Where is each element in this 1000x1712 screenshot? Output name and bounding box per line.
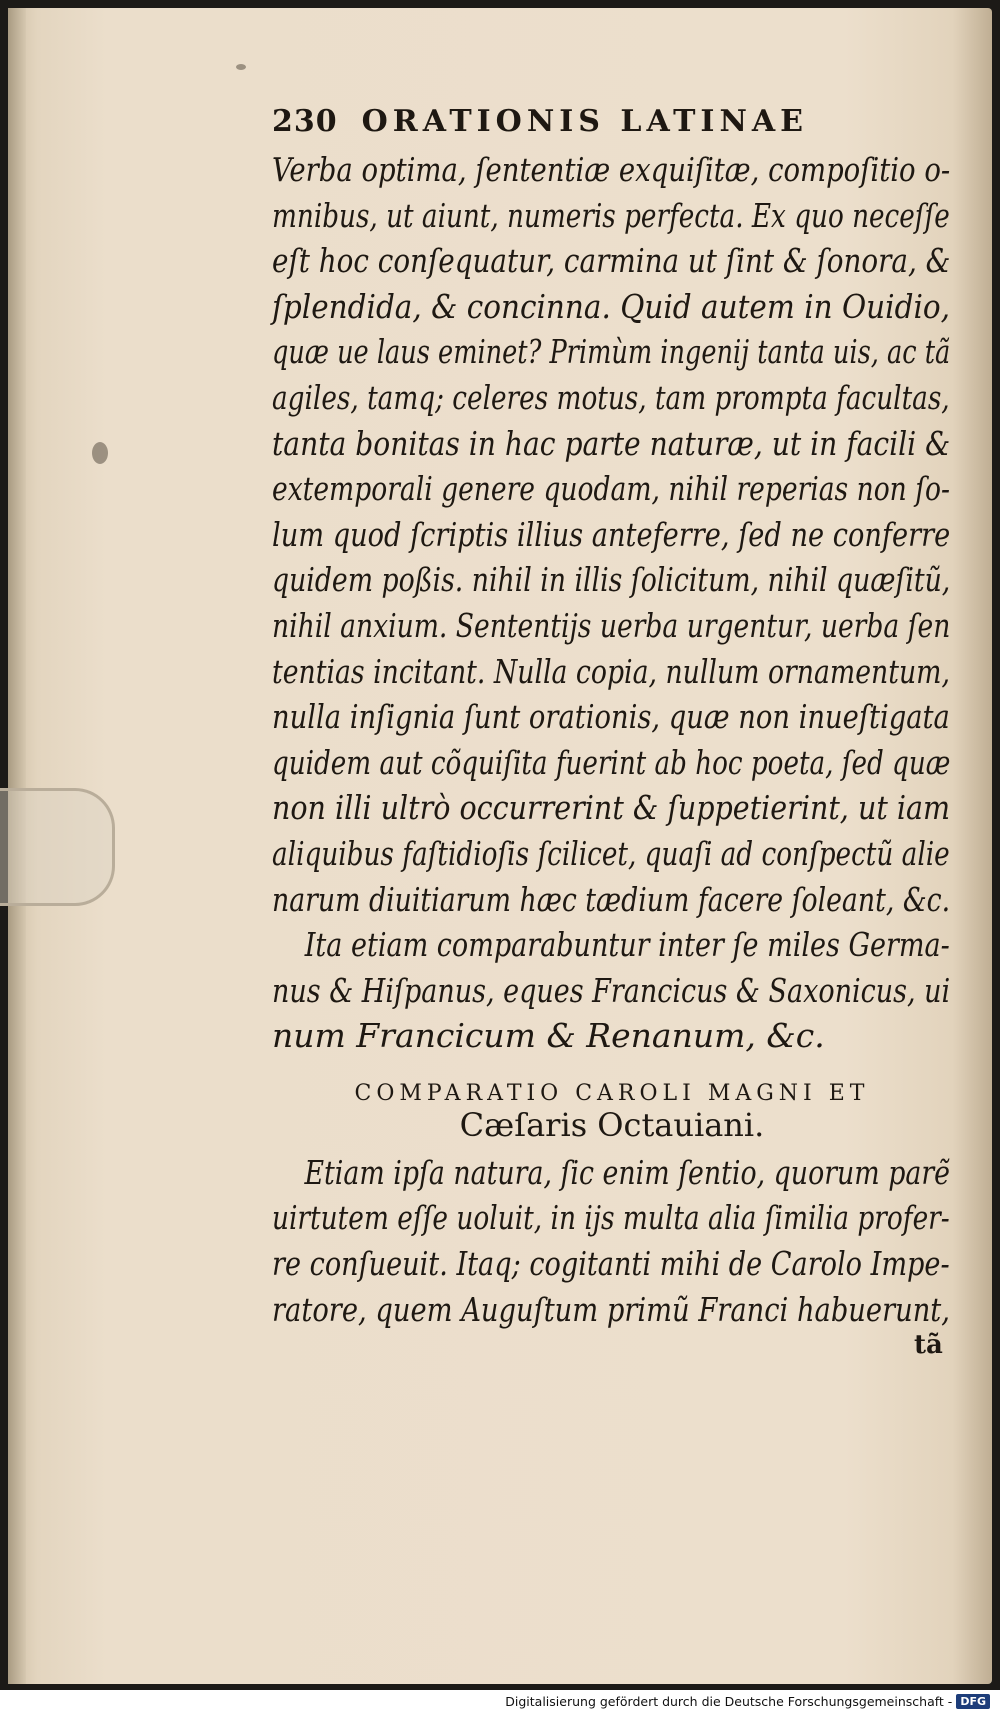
- text-line: mnibus, ut aiunt, numeris perfecta. Ex quo neceſſe: [272, 195, 950, 235]
- text-line: quidem poßis. nihil in illis ſolicitum, nihil quæſitũ,: [272, 560, 951, 600]
- text-line: nihil anxium. Sententijs uerba urgentur, uerba ſen: [272, 605, 951, 645]
- text-line: Etiam ipſa natura, ſic enim ſentio, quorum parẽ: [304, 1152, 950, 1192]
- text-line: num Francicum & Renanum, &c.: [272, 1016, 825, 1056]
- text-line: uirtutem eſſe uoluit, in ijs multa alia ſimilia profer-: [272, 1198, 950, 1238]
- text-line: narum diuitiarum hæc tædium facere ſoleant, &c.: [272, 879, 951, 919]
- text-line: tentias incitant. Nulla copia, nullum ornamentum,: [272, 651, 950, 691]
- text-line: tanta bonitas in hac parte naturæ, ut in facili &: [272, 423, 951, 463]
- section-heading: COMPARATIO CAROLI MAGNI ET: [354, 1080, 870, 1106]
- paragraph-3: [272, 1150, 952, 1332]
- text-block: [272, 104, 952, 1332]
- page-number: 230: [272, 104, 338, 139]
- text-line: quæ ue laus eminet? Primùm ingenij tanta uis, ac tã: [272, 332, 951, 372]
- paragraph-1: [272, 147, 952, 922]
- text-line: non illi ultrò occurrerint & ſuppetierint, ut iam: [272, 788, 951, 828]
- text-line: nulla inſignia ſunt orationis, quæ non inueſtigata: [272, 697, 950, 737]
- ink-speck: [236, 64, 246, 70]
- running-title: ORATIONIS LATINAE: [361, 104, 809, 139]
- text-line: extemporali genere quodam, nihil reperias non ſo-: [272, 469, 950, 509]
- digitization-footer: [0, 1690, 1000, 1712]
- text-line: aliquibus faſtidioſis ſcilicet, quaſi ad conſpectũ alie: [272, 833, 950, 873]
- text-line: quidem aut cõquiſita fuerint ab hoc poeta, ſed quæ: [272, 742, 951, 782]
- dfg-logo: DFG: [956, 1694, 990, 1709]
- text-line: Verba optima, ſententiæ exquiſitæ, compoſitio o-: [272, 150, 951, 189]
- paragraph-2: [272, 922, 952, 1059]
- text-line: agiles, tamq; celeres motus, tam prompta facultas,: [272, 377, 950, 417]
- ink-stain: [92, 442, 108, 464]
- text-line: lum quod ſcriptis illius anteferre, ſed ne conferre: [272, 514, 951, 554]
- section-subheading: Cæſaris Octauiani.: [459, 1105, 765, 1144]
- running-head: [272, 104, 952, 139]
- text-line: Ita etiam comparabuntur inter ſe miles Germa-: [304, 925, 950, 965]
- page-clip: [0, 788, 115, 906]
- footer-text: Digitalisierung gefördert durch die Deutsche Forschungsgemeinschaft -: [505, 1693, 953, 1709]
- text-line: eſt hoc conſequatur, carmina ut ſint & ſonora, &: [272, 241, 951, 281]
- text-line: re conſueuit. Itaq; cogitanti mihi de Carolo Impe-: [272, 1244, 950, 1284]
- text-line: ſplendida, & concinna. Quid autem in Ouidio,: [272, 286, 950, 326]
- text-line: nus & Hiſpanus, eques Francicus & Saxonicus, ui: [272, 970, 951, 1010]
- text-line: ratore, quem Auguſtum primũ Franci habuerunt,: [272, 1289, 950, 1329]
- catchword: tã: [914, 1330, 943, 1360]
